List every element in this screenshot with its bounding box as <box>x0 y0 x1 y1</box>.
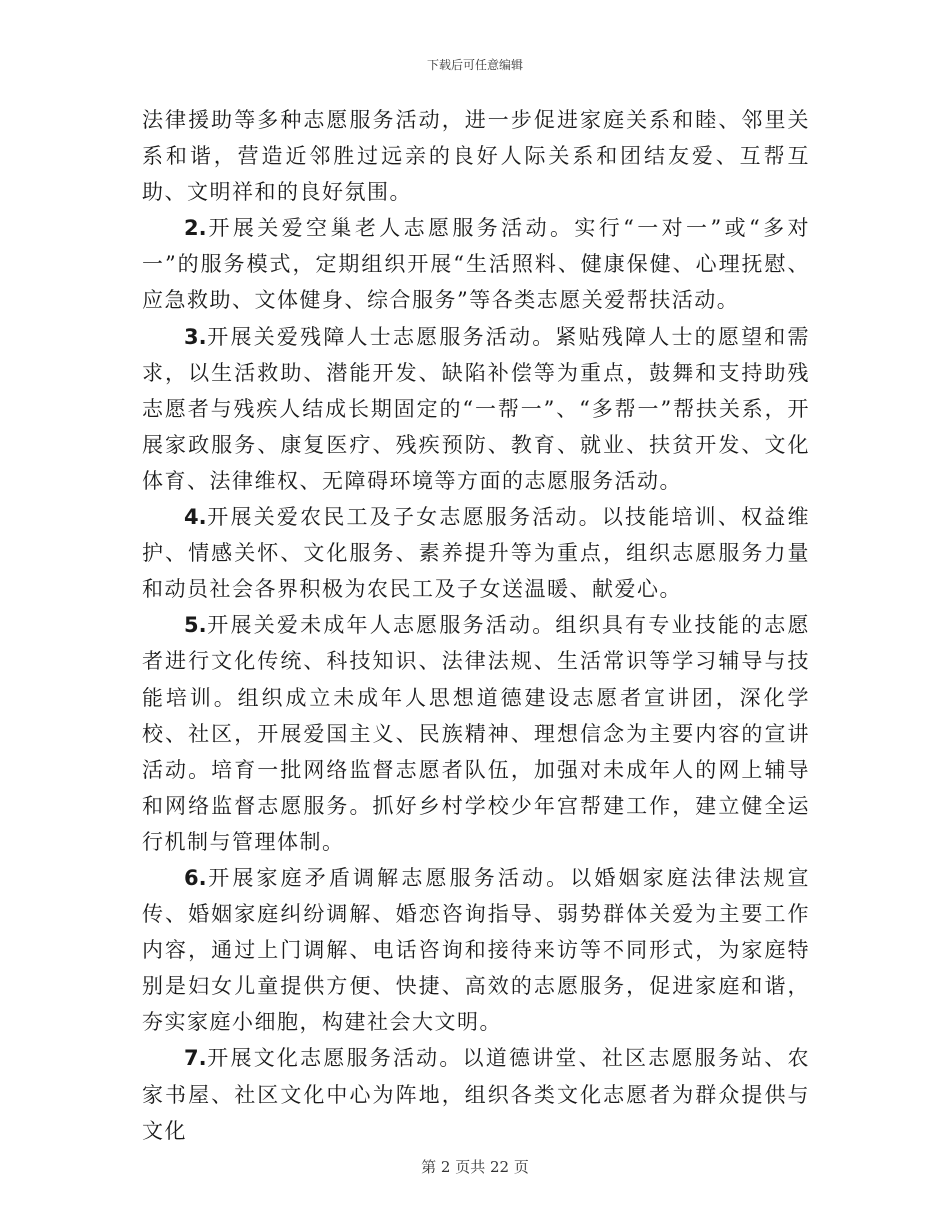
paragraph-item-6 <box>142 860 810 1040</box>
paragraph-text: 开展家庭矛盾调解志愿服务活动。以婚姻家庭法律法规宣传、婚姻家庭纠纷调解、婚恋咨询指导、弱势群体关爱为主要工作内容，通过上门调解、电话咨询和接待来访等不同形式，为家庭特别是妇女儿童提供方便、快捷、高效的志愿服务，促进家庭和谐，夯实家庭小细胞，构建社会大文明。 <box>142 865 810 1035</box>
paragraph-item-2 <box>142 210 810 318</box>
paragraph-continuation <box>142 102 810 210</box>
document-body <box>142 102 810 1149</box>
paragraph-item-7 <box>142 1040 810 1148</box>
paragraph-item-5 <box>142 607 810 860</box>
paragraph-text: 开展关爱未成年人志愿服务活动。组织具有专业技能的志愿者进行文化传统、科技知识、法律法规、生活常识等学习辅导与技能培训。组织成立未成年人思想道德建设志愿者宣讲团，深化学校、社区，开展爱国主义、民族精神、理想信念为主要内容的宣讲活动。培育一批网络监督志愿者队伍，加强对未成年人的网上辅导和网络监督志愿服务。抓好乡村学校少年宫帮建工作，建立健全运行机制与管理体制。 <box>142 613 810 854</box>
item-number: 5. <box>184 613 207 638</box>
item-number: 4. <box>184 505 207 530</box>
paragraph-text: 开展关爱空巢老人志愿服务活动。实行“一对一”或“多对一”的服务模式，定期组织开展“生活照料、健康保健、心理抚慰、应急救助、文体健身、综合服务”等各类志愿关爱帮扶活动。 <box>142 216 810 313</box>
paragraph-text: 开展关爱残障人士志愿服务活动。紧贴残障人士的愿望和需求，以生活救助、潜能开发、缺陷补偿等为重点，鼓舞和支持助残志愿者与残疾人结成长期固定的“一帮一”、“多帮一”帮扶关系，开展家政服务、康复医疗、残疾预防、教育、就业、扶贫开发、文化体育、法律维权、无障碍环境等方面的志愿服务活动。 <box>142 324 810 493</box>
paragraph-text: 开展文化志愿服务活动。以道德讲堂、社区志愿服务站、农家书屋、社区文化中心为阵地，组织各类文化志愿者为群众提供与文化 <box>142 1046 810 1143</box>
item-number: 2. <box>184 216 207 241</box>
page-footer: 第 2 页共 22 页 <box>421 1158 529 1176</box>
item-number: 6. <box>184 865 207 890</box>
page-header: 下载后可任意编辑 <box>426 58 523 72</box>
item-number: 7. <box>184 1046 207 1071</box>
paragraph-text: 法律援助等多种志愿服务活动，进一步促进家庭关系和睦、邻里关系和谐，营造近邻胜过远亲的良好人际关系和团结友爱、互帮互助、文明祥和的良好氛围。 <box>142 108 810 205</box>
paragraph-item-4 <box>142 499 810 607</box>
paragraph-item-3 <box>142 319 810 499</box>
item-number: 3. <box>184 324 207 349</box>
paragraph-text: 开展关爱农民工及子女志愿服务活动。以技能培训、权益维护、情感关怀、文化服务、素养提升等为重点，组织志愿服务力量和动员社会各界积极为农民工及子女送温暖、献爱心。 <box>142 505 810 602</box>
